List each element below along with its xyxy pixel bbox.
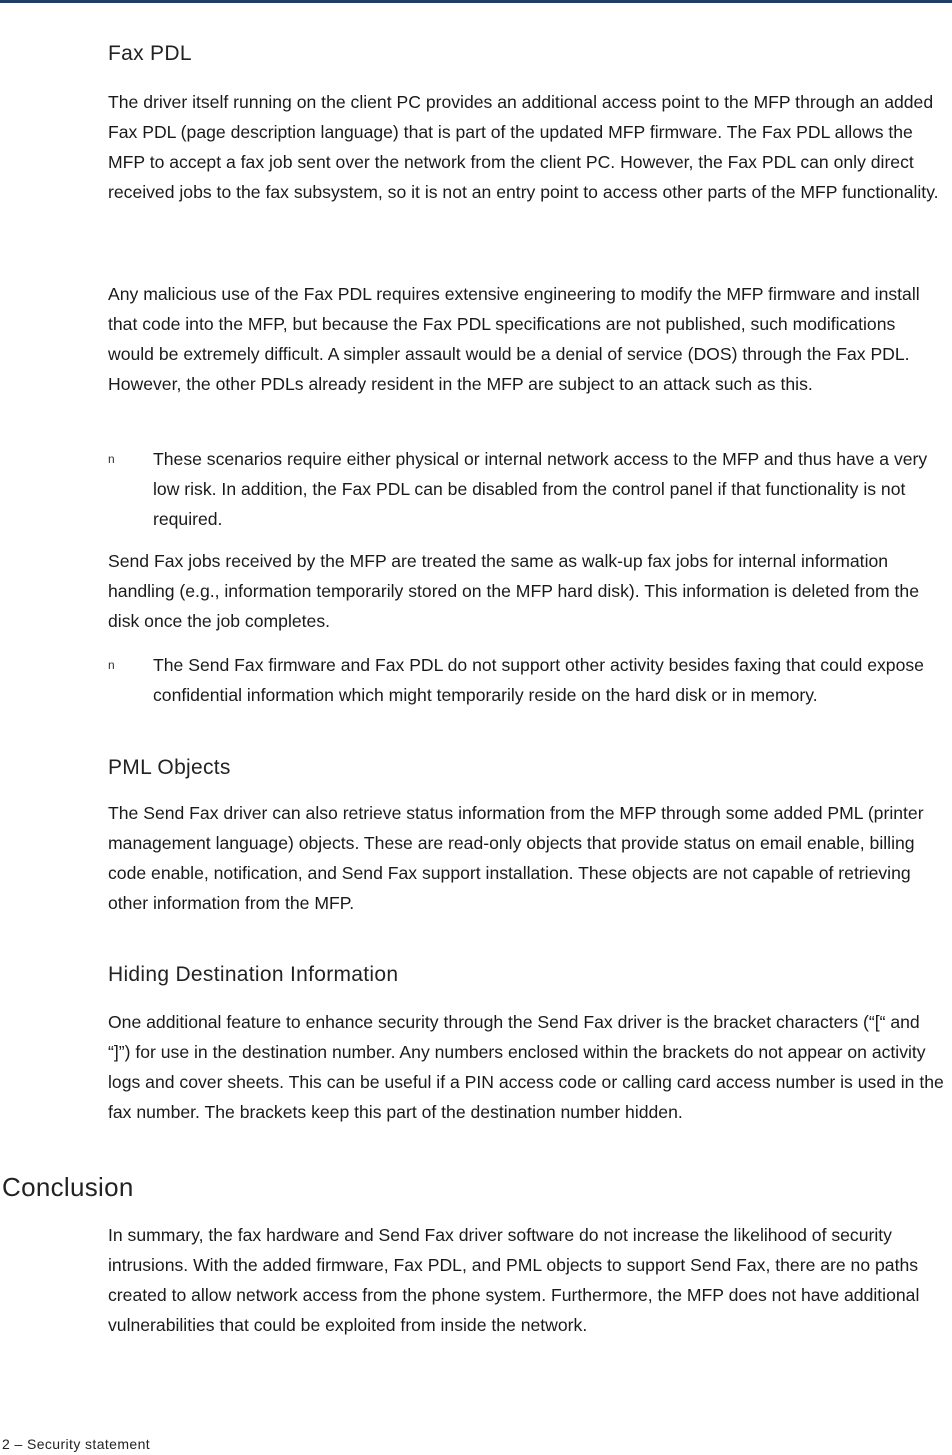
heading-fax-pdl: Fax PDL [108,42,192,65]
top-rule [0,0,952,3]
fax-pdl-paragraph-1: The driver itself running on the client PC provides an additional access point to the MFP through an added Fax PDL (page description language) that is part of the updated MFP firmware. The Fax PDL allows the MFP to accept a fax job sent over the network from the client PC. However, the Fax PDL can only direct received jobs to the fax subsystem, so it is not an entry point to access other parts of the MFP functionality. [108,92,939,202]
bullet-marker: n [108,452,115,466]
fax-pdl-paragraph-3: Send Fax jobs received by the MFP are treated the same as walk-up fax jobs for internal information handling (e.g., information temporarily stored on the MFP hard disk). This information is deleted from the disk once the job completes. [108,551,920,631]
bullet-text-1: These scenarios require either physical or internal network access to the MFP and thus have a very low risk. In addition, the Fax PDL can be disabled from the control panel if that functionality is not required. [153,449,928,529]
hiding-destination-paragraph: One additional feature to enhance security through the Send Fax driver is the bracket characters (“[“ and “]”) for use in the destination number. Any numbers enclosed within the brackets do not appear on activity logs and cover sheets. This can be useful if a PIN access code or calling card access number is used in the fax number. The brackets keep this part of the destination number hidden. [108,1012,944,1122]
heading-pml-objects: PML Objects [108,756,231,779]
page-footer: 2 – Security statement [2,1436,151,1452]
heading-hiding-destination: Hiding Destination Information [108,963,399,986]
bullet-marker: n [108,658,115,672]
bullet-text-2: The Send Fax firmware and Fax PDL do not support other activity besides faxing that could expose confidential information which might temporarily reside on the hard disk or in memory. [153,655,924,705]
fax-pdl-paragraph-2: Any malicious use of the Fax PDL requires extensive engineering to modify the MFP firmware and install that code into the MFP, but because the Fax PDL specifications are not published, such modifications would be extremely difficult. A simpler assault would be a denial of service (DOS) through the Fax PDL. However, the other PDLs already resident in the MFP are subject to an attack such as this. [108,284,920,394]
heading-conclusion: Conclusion [2,1172,134,1202]
pml-objects-paragraph: The Send Fax driver can also retrieve status information from the MFP through some added PML (printer management language) objects. These are read-only objects that provide status on email enable, billing code enable, notification, and Send Fax support installation. These objects are not capable of retrieving other information from the MFP. [108,803,924,913]
conclusion-paragraph: In summary, the fax hardware and Send Fax driver software do not increase the likelihood of security intrusions. With the added firmware, Fax PDL, and PML objects to support Send Fax, there are no paths created to allow network access from the phone system. Furthermore, the MFP does not have additional vulnerabilities that could be exploited from inside the network. [108,1225,920,1335]
